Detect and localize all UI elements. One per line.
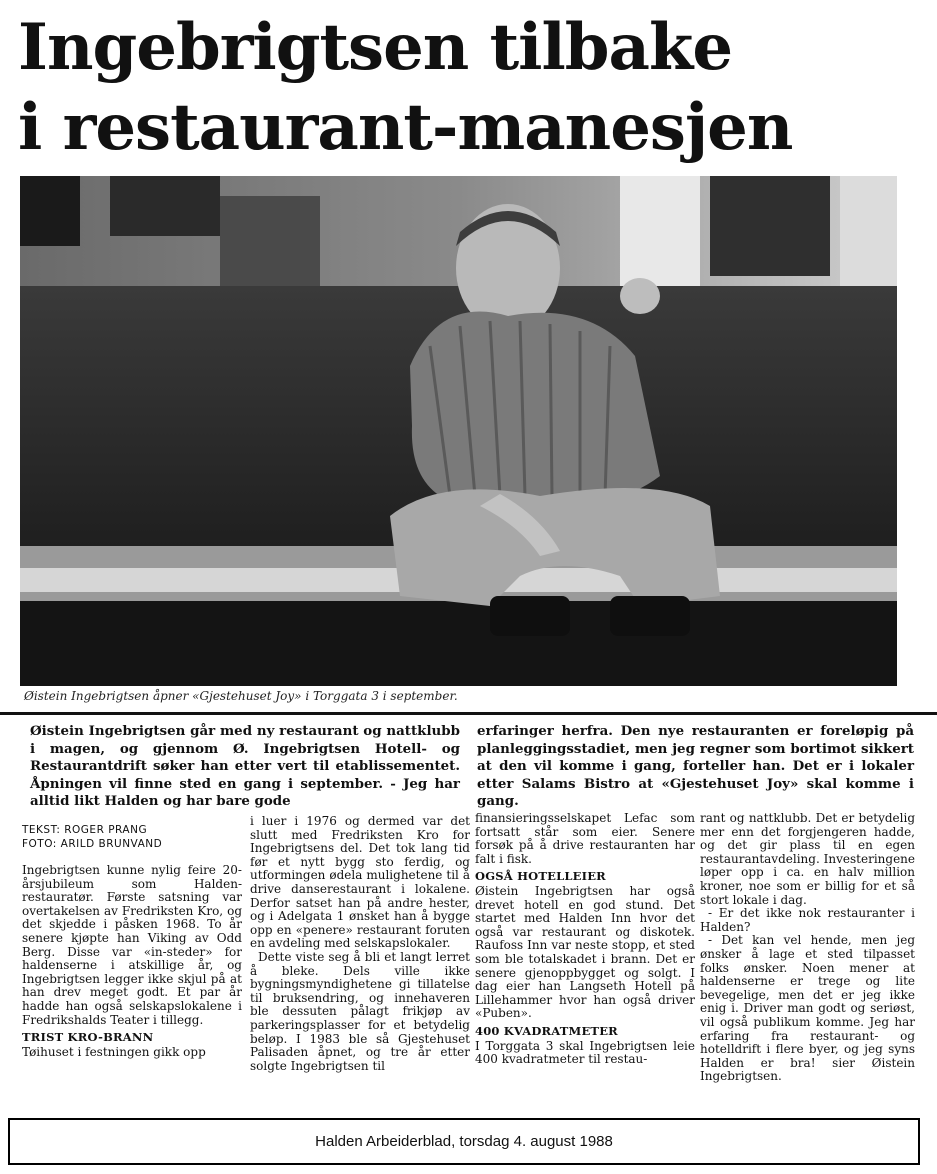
byline-photo-credit: FOTO: ARILD BRUNVAND [22, 838, 163, 850]
article-divider [0, 712, 937, 715]
article-column-3 [475, 812, 695, 1067]
body-paragraph: Ingebrigtsen kunne nylig feire 20-årsjubileum som Halden-restauratør. Første satsning var overtakelsen av Fredriksten Kro, og det skjedde i påsken 1968. To år senere kjøpte han Viking av Odd Berg. Disse var «in-steder» for haldenserne i atskillige år, og Ingebrigtsen legger ikke skjul på at han drev meget godt. Et par år hadde han også selskapslokalene i Fredrikshalds Teater i tillegg. [22, 863, 242, 1027]
photo-illustration [20, 176, 897, 686]
body-paragraph: i luer i 1976 og dermed var det slutt med Fredriksten Kro for Ingebrigtsens del. Det tok lang tid før et nytt bygg sto ferdig, og utformingen ødela mulighetene til å drive danserestaurant i lokalene. Derfor satset han på andre hester, og i Adelgata 1 ønsket han å bygge opp en «penere» restaurant foruten en avdeling med selskapslokaler. [250, 814, 470, 951]
photo-caption: Øistein Ingebrigtsen åpner «Gjestehuset Joy» i Torggata 3 i september. [24, 689, 458, 703]
headline-line-2: i restaurant-manesjen [18, 90, 793, 165]
subheading: OGSÅ HOTELLEIER [475, 869, 606, 884]
subheading: TRIST KRO-BRANN [22, 1030, 154, 1045]
byline [22, 823, 242, 851]
body-paragraph: I Torggata 3 skal Ingebrigtsen leie 400 kvadratmeter til restau- [475, 1038, 695, 1067]
body-paragraph: - Er det ikke nok restauranter i Halden? [700, 906, 915, 934]
article-column-2 [250, 815, 470, 1073]
body-paragraph: - Det kan vel hende, men jeg ønsker å lage et sted tilpasset folks ønsker. Noen mener at haldenserne er trege og lite bevegelige, men det er jeg ikke enig i. Driver man godt og seriøst, vil også publikum komme. Jeg har erfaring fra restaurant- og hotelldrift i flere byer, og jeg syns Halden er bra! sier Øistein Ingebrigtsen. [700, 933, 915, 1084]
body-paragraph: Øistein Ingebrigtsen har også drevet hotell en god stund. Det startet med Halden Inn hvor det også var restaurant og diskotek. Raufoss Inn var neste stopp, et sted som ble totalskadet i brann. Det er senere gjenoppbygget og solgt. I dag eier han Langseth Hotell på Lillehammer hvor han også driver «Puben». [475, 883, 695, 1021]
headline-line-1: Ingebrigtsen tilbake [18, 10, 733, 85]
body-paragraph: rant og nattklubb. Det er betydelig mer enn det forgjengeren hadde, og det gir plass til en egen restaurantavdeling. Investeringene løper opp i ca. en halv million kroner, noe som er billig for et så stort lokale i dag. [700, 811, 915, 907]
article-photo [20, 176, 897, 686]
body-paragraph: Dette viste seg å bli et langt lerret å bleke. Dels ville ikke bygningsmyndighetene gi tillatelse til bruksendring, og innehaveren ble dessuten pålagt frikjøp av parkeringsplasser for et betydelig beløp. I 1983 ble så Gjestehuset Palisaden åpnet, og tre år etter solgte Ingebrigtsen til [250, 949, 470, 1073]
lead-paragraph-right: erfaringer herfra. Den nye restauranten er foreløpig på planleggingsstadiet, men jeg regner som bortimot sikkert at den vil komme i gang, forteller han. Det er i lokaler etter Salams Bistro at «Gjestehuset Joy» skal komme i gang. [477, 723, 914, 809]
headline [18, 8, 923, 168]
lead-paragraph-left: Øistein Ingebrigtsen går med ny restaurant og nattklubb i magen, og gjennom Ø. Ingebrigtsen Hotell- og Restaurantdrift søker han etter vert til etablissementet. Åpningen vil finne sted en gang i september. - Jeg har alltid likt Halden og har bare gode [30, 723, 460, 809]
article-column-1 [22, 864, 242, 1059]
subheading: 400 KVADRATMETER [475, 1023, 618, 1038]
byline-text-credit: TEKST: ROGER PRANG [22, 824, 148, 836]
source-citation: Halden Arbeiderblad, torsdag 4. august 1988 [8, 1118, 920, 1165]
article-column-4 [700, 812, 915, 1084]
body-paragraph: finansieringsselskapet Lefac som fortsatt står som eier. Senere forsøk på å drive restauranten har falt i fisk. [475, 811, 695, 866]
body-paragraph: Tøihuset i festningen gikk opp [22, 1044, 206, 1059]
